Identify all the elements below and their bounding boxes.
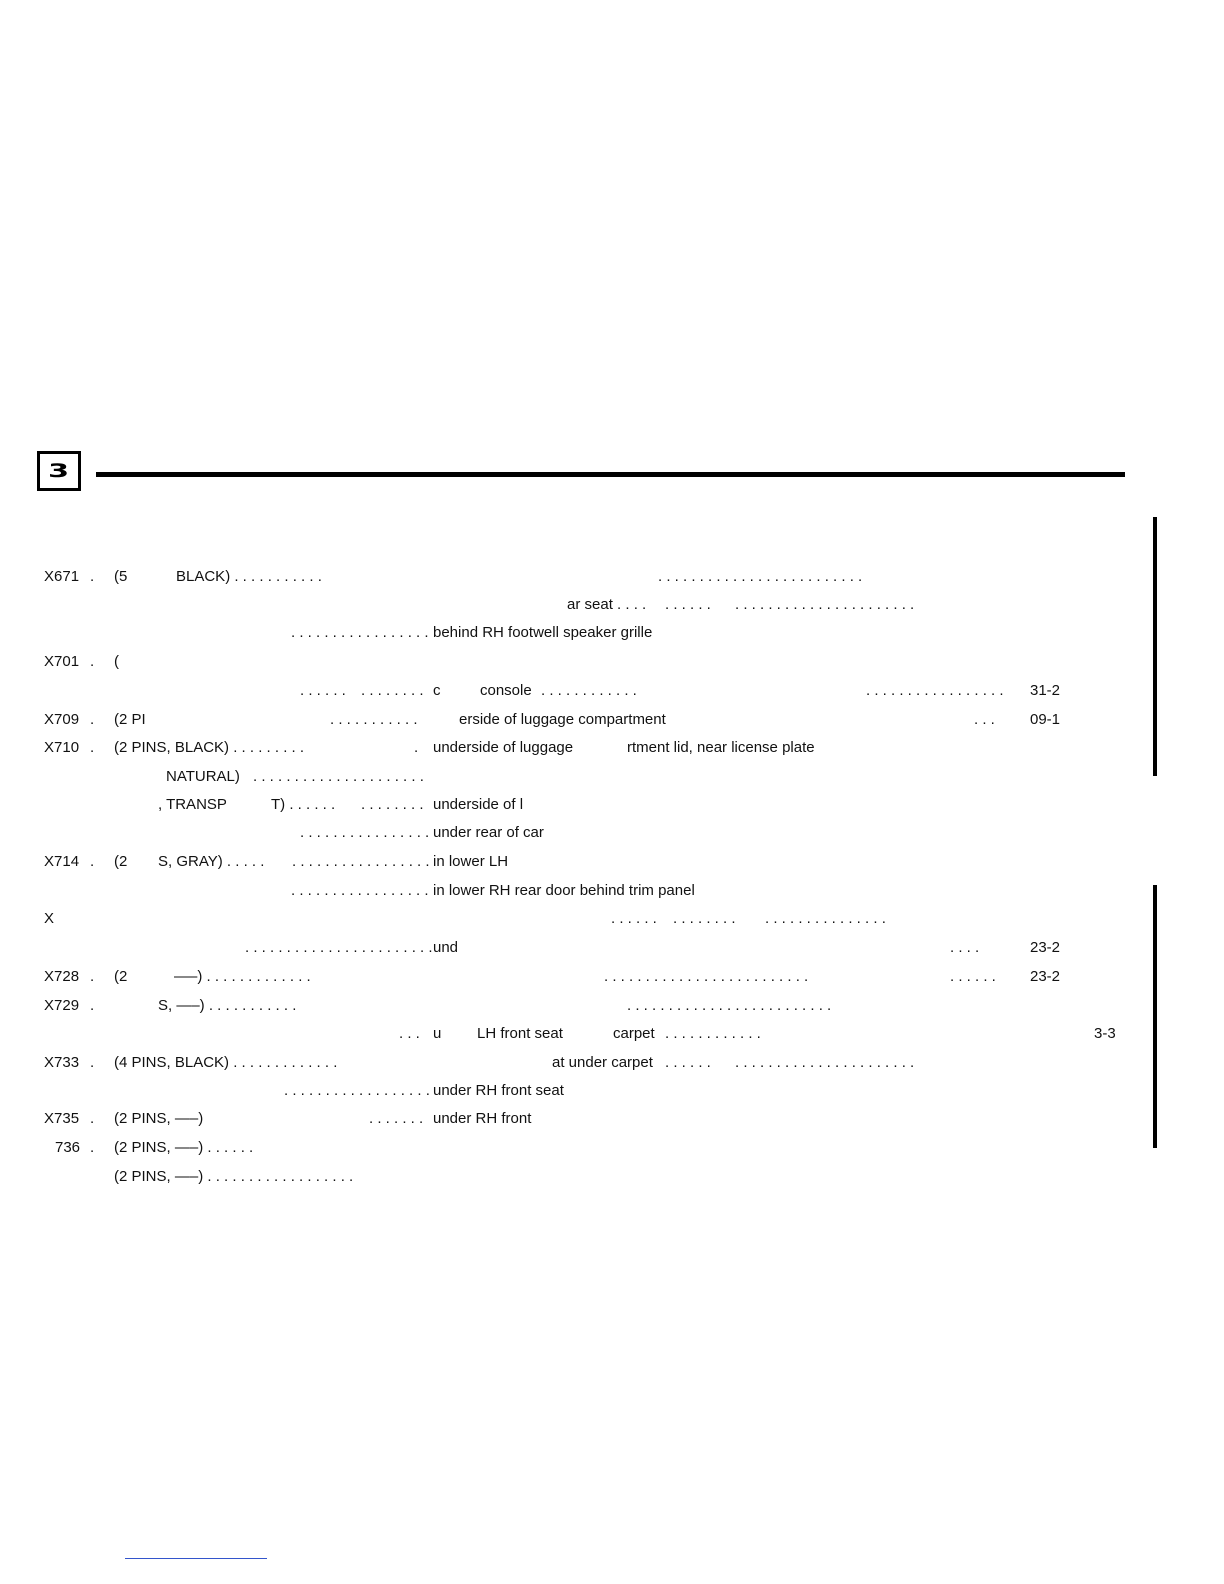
connector-id: X701 xyxy=(44,653,80,670)
location-text: c xyxy=(433,682,441,699)
row-dot: . xyxy=(90,1110,95,1127)
side-page-number: 3-3 xyxy=(1094,1025,1116,1042)
connector-id: X671 xyxy=(44,568,80,585)
connector-description: (5 xyxy=(114,568,128,585)
page-reference: 23-2 xyxy=(1030,968,1061,985)
connector-description: S, —–) . . . . . . . . . . . xyxy=(158,997,297,1014)
dot-leader: . . . . . . . . . . . . . . . xyxy=(765,910,886,927)
connector-description: T) . . . . . . xyxy=(271,796,336,813)
row-dot: . xyxy=(90,968,95,985)
dot-leader: . . . . . . . . . . . . . . . . . . xyxy=(284,1082,430,1099)
row-dot: . xyxy=(90,653,95,670)
page-reference: 23-2 xyxy=(1030,939,1061,956)
page-reference: 09-1 xyxy=(1030,711,1061,728)
row-dot: . xyxy=(90,711,95,728)
location-text: ar seat . . . . xyxy=(567,596,647,613)
connector-id: X xyxy=(44,910,55,927)
connector-description: (2 PINS, —–) xyxy=(114,1110,204,1127)
dot-leader: . . . . . . . . . . . . . . . . . . . . . . . . . xyxy=(604,968,809,985)
dot-leader: . . . . . . . . xyxy=(361,682,424,699)
dot-leader: . . . . . . . . xyxy=(361,796,424,813)
connector-description: ( xyxy=(114,653,119,670)
footer-link-underline[interactable] xyxy=(125,1558,267,1559)
connector-id: X735 xyxy=(44,1110,80,1127)
dot-leader: . . . . . . xyxy=(665,596,711,613)
dot-leader: . . . . . . . . . . . . . . . . . . . . . . . . . xyxy=(658,568,863,585)
dot-leader: . . . . . . . . xyxy=(673,910,736,927)
location-text: underside of luggage xyxy=(433,739,574,756)
dot-leader: . . . . . . xyxy=(611,910,657,927)
row-dot: . xyxy=(90,739,95,756)
page-reference: 31-2 xyxy=(1030,682,1061,699)
connector-description: —–) . . . . . . . . . . . . . xyxy=(174,968,311,985)
chapter-tab-number: 3 xyxy=(48,459,70,482)
connector-description: (2 PINS, —–) . . . . . . xyxy=(114,1139,254,1156)
location-text: underside of l xyxy=(433,796,524,813)
connector-description: (2 PINS, BLACK) . . . . . . . . . xyxy=(114,739,305,756)
header-rule xyxy=(96,472,1125,477)
connector-description: (2 PINS, —–) . . . . . . . . . . . . . . . . . . xyxy=(114,1168,354,1185)
location-text: under RH front xyxy=(433,1110,532,1127)
row-dot: . xyxy=(90,1139,95,1156)
row-dot: . xyxy=(90,568,95,585)
connector-description: BLACK) . . . . . . . . . . . xyxy=(176,568,322,585)
connector-id: X733 xyxy=(44,1054,80,1071)
dot-leader: . . . . . . . . . . . xyxy=(330,711,418,728)
location-text: LH front seat xyxy=(477,1025,563,1042)
connector-description: NATURAL) xyxy=(166,768,240,785)
revision-bar-upper xyxy=(1153,517,1157,776)
location-text: behind RH footwell speaker grille xyxy=(433,624,653,641)
dot-leader: . . . . . . . . . . . . . . . . xyxy=(300,824,430,841)
dot-leader: . xyxy=(414,739,419,756)
connector-id: 736 xyxy=(55,1139,81,1156)
dot-leader: . . . . . . xyxy=(950,968,996,985)
dot-leader: . . . . . . . . . . . . . . . . . xyxy=(866,682,1004,699)
connector-description: (4 PINS, BLACK) . . . . . . . . . . . . . xyxy=(114,1054,338,1071)
dot-leader: . . . . . . . . . . . . . . . . . . . . . xyxy=(253,768,424,785)
dot-leader: . . . xyxy=(974,711,995,728)
dot-leader: . . . . . . . . . . . . . . . . . . . . . . . . . xyxy=(627,997,832,1014)
connector-description: , TRANSP xyxy=(158,796,227,813)
location-text: und xyxy=(433,939,459,956)
connector-id: X714 xyxy=(44,853,80,870)
dot-leader: . . . . . . . . . . . . . . . . . . . . . . xyxy=(735,1054,915,1071)
dot-leader: . . . xyxy=(399,1025,420,1042)
location-text: at under carpet xyxy=(552,1054,653,1071)
connector-description: (2 xyxy=(114,968,128,985)
dot-leader: . . . . . . . . . . . . . . . . . xyxy=(291,882,429,899)
dot-leader: . . . . . . . . . . . . . . . . . xyxy=(291,624,429,641)
dot-leader: . . . . . . . . . . . . xyxy=(665,1025,761,1042)
location-text: rtment lid, near license plate xyxy=(627,739,815,756)
chapter-tab xyxy=(37,451,81,491)
dot-leader: . . . . . . xyxy=(665,1054,711,1071)
dot-leader: . . . . . . . . . . . . . . . . . xyxy=(292,853,430,870)
location-text: under RH front seat xyxy=(433,1082,564,1099)
location-text: erside of luggage compartment xyxy=(459,711,666,728)
dot-leader: . . . . . . . xyxy=(369,1110,424,1127)
dot-leader: . . . . . . . . . . . . xyxy=(541,682,637,699)
connector-description: (2 xyxy=(114,853,128,870)
location-text: carpet xyxy=(613,1025,655,1042)
connector-description: (2 PI xyxy=(114,711,146,728)
location-text: in lower RH rear door behind trim panel xyxy=(433,882,695,899)
dot-leader: . . . . . . xyxy=(300,682,346,699)
location-text: console xyxy=(480,682,532,699)
connector-id: X709 xyxy=(44,711,80,728)
connector-description: S, GRAY) . . . . . xyxy=(158,853,265,870)
connector-id: X710 xyxy=(44,739,80,756)
location-text: u xyxy=(433,1025,442,1042)
dot-leader: . . . . xyxy=(950,939,980,956)
location-text: under rear of car xyxy=(433,824,544,841)
row-dot: . xyxy=(90,997,95,1014)
dot-leader: . . . . . . . . . . . . . . . . . . . . . . xyxy=(735,596,915,613)
connector-id: X729 xyxy=(44,997,80,1014)
row-dot: . xyxy=(90,1054,95,1071)
location-text: in lower LH xyxy=(433,853,509,870)
row-dot: . xyxy=(90,853,95,870)
dot-leader: . . . . . . . . . . . . . . . . . . . . . . . xyxy=(245,939,433,956)
connector-id: X728 xyxy=(44,968,80,985)
revision-bar-lower xyxy=(1153,885,1157,1148)
